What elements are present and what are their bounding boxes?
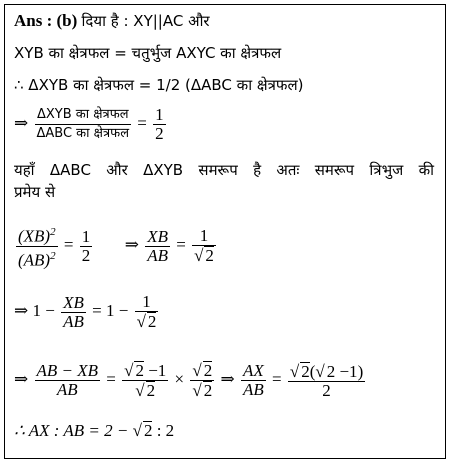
root2-numerator: 2 [203, 361, 213, 380]
one-numerator: 1 [135, 293, 159, 312]
half-fraction [153, 106, 166, 143]
ax-ab-derivation [14, 361, 367, 400]
implies-symbol: ⇒ [14, 113, 29, 133]
root2-minus-one-fraction: $\frac{√ 2 -1}{√ 2}$ [124, 361, 167, 400]
implies-symbol: ⇒ [220, 369, 235, 389]
minus-one: −1 [148, 361, 167, 380]
times-symbol: × [174, 369, 185, 389]
area-ratio-fraction [35, 106, 132, 143]
one-half-denominator: 2 [81, 245, 91, 265]
denominator-exponent: 2 [50, 249, 56, 262]
area-ratio-denominator: ΔABC का क्षेत्रफल [36, 126, 130, 141]
ax-ab-fraction [241, 362, 266, 399]
squared-ratio-equation [14, 223, 218, 269]
half-area-statement: ∴ ΔXYB का क्षेत्रफल = 1/2 (ΔABC का क्षेत्रफल) [14, 76, 304, 94]
answer-heading [14, 11, 210, 31]
similar-triangles-line2: प्रमेय से [14, 183, 56, 201]
implies-symbol: ⇒ [14, 300, 29, 320]
ab-denominator: AB [147, 245, 168, 265]
one-over-root2-fraction: $\frac{1}{√ 2}$ [136, 292, 157, 331]
xb-ab-fraction [145, 228, 170, 265]
root2: 2 [135, 361, 144, 380]
one-half-numerator: 1 [81, 226, 91, 246]
implies-symbol: ⇒ [14, 369, 29, 389]
one-over-root2-fraction: $\frac{1}{√ 2}$ [194, 226, 214, 266]
root2-denominator: 2 [146, 381, 156, 400]
final-ratio-lhs: ∴ AX : AB = 2 − [14, 421, 129, 440]
answer-label: Ans : (b) [14, 11, 78, 30]
squared-numerator: (XB) [18, 226, 51, 246]
given-text: दिया है : XY||AC और [81, 12, 210, 30]
equals-sign: = [137, 113, 147, 133]
ax-numerator: AX [242, 361, 264, 380]
ab-minus-xb-numerator: AB − XB [36, 361, 99, 380]
one-minus-prefix: 1 − [32, 300, 55, 320]
implies-symbol: ⇒ [124, 235, 139, 255]
root2-over-root2-fraction: $\frac{√ 2}{√ 2}$ [192, 361, 213, 400]
area-ratio-numerator: ΔXYB का क्षेत्रफल [35, 106, 132, 125]
final-ratio: ∴ AX : AB = 2 − √ 2 : 2 [14, 421, 175, 440]
squared-ratio-fraction [16, 223, 58, 269]
one-minus-equation [14, 293, 160, 331]
root2-denominator: 2 [147, 312, 157, 331]
ab-denominator: AB [242, 380, 264, 399]
ab-denominator: AB [56, 380, 78, 399]
numerator-exponent: 2 [50, 226, 56, 238]
final-root2: 2 [143, 421, 153, 440]
similar-triangles-line1: यहाँ ΔABC और ΔXYB समरूप है अतः समरूप त्रिभुज की [14, 161, 434, 179]
two-denominator: 2 [322, 380, 331, 400]
equals-sign: = [63, 235, 74, 255]
final-ratio-rhs: : 2 [156, 421, 175, 440]
final-fraction: $\frac{√ 2(√ 2 -1)}{2}$ [289, 361, 364, 400]
equals-sign: = [176, 235, 186, 255]
ab-denominator: AB [63, 311, 84, 331]
xb-numerator: XB [63, 292, 84, 312]
root2: 2 [301, 361, 310, 381]
one-half-fraction [80, 228, 93, 265]
equals-one-minus: = 1 − [92, 300, 129, 320]
root2-denominator: 2 [203, 381, 213, 400]
xb-ab-fraction [61, 294, 86, 331]
area-relation: XYB का क्षेत्रफल = चतुर्भुज AXYC का क्षेत्रफल [14, 44, 282, 62]
equals-sign: = [106, 369, 116, 389]
area-ratio-equation [14, 106, 168, 143]
equals-sign: = [272, 369, 282, 389]
ab-minus-xb-fraction [35, 362, 101, 399]
half-numerator: 1 [155, 105, 164, 124]
squared-denominator: (AB) [18, 250, 51, 270]
half-denominator: 2 [155, 124, 164, 143]
root2-denominator: 2 [205, 246, 214, 266]
root2-minus-one: 2 −1 [326, 361, 358, 381]
one-numerator: 1 [192, 227, 216, 246]
xb-numerator: XB [147, 226, 168, 246]
